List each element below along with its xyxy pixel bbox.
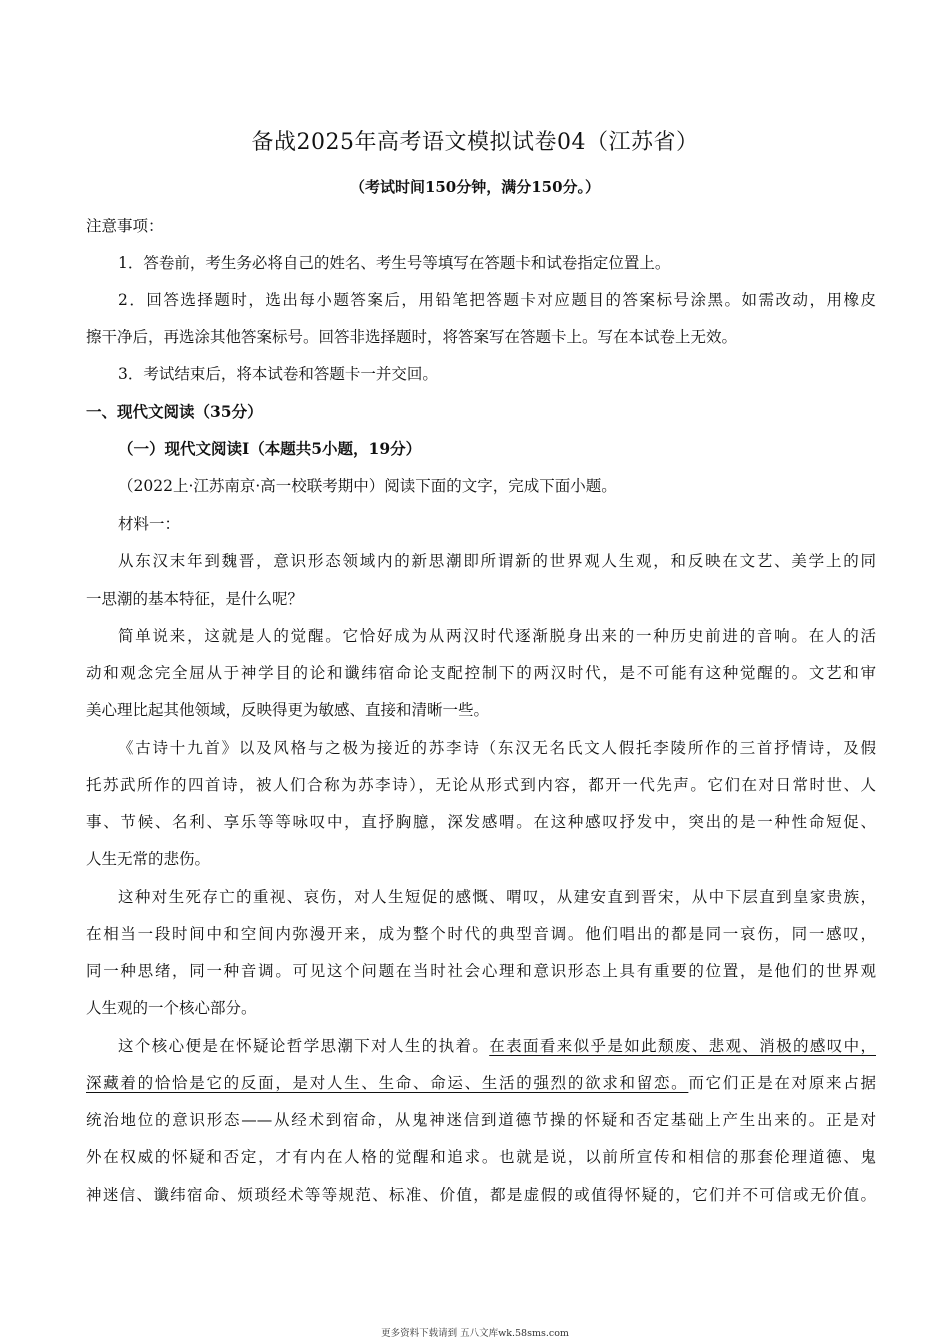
- notice-item: 2．回答选择题时，选出每小题答案后，用铅笔把答题卡对应题目的答案标号涂黑。如需改动，用橡皮: [118, 291, 876, 309]
- notice-item: 3．考试结束后，将本试卷和答题卡一并交回。: [118, 365, 438, 383]
- passage-line: 托苏武所作的四首诗，被人们合称为苏李诗），无论从形式到内容，都开一代先声。它们在对日常时世、人: [86, 776, 876, 794]
- notice-heading: 注意事项：: [86, 217, 164, 235]
- passage-line: [118, 1034, 876, 1056]
- passage-line: 美心理比起其他领域，反映得更为敏感、直接和清晰一些。: [86, 701, 490, 719]
- passage-line: 动和观念完全屈从于神学目的论和谶纬宿命论支配控制下的两汉时代，是不可能有这种觉醒的。文艺和审: [86, 664, 876, 682]
- passage-text: 这个核心便是在怀疑论哲学思潮下对人生的执着。: [118, 1037, 490, 1055]
- source-line: （2022上·江苏南京·高一校联考期中）阅读下面的文字，完成下面小题。: [118, 477, 617, 495]
- underlined-sentence: 深藏着的恰恰是它的反面，是对人生、生命、命运、生活的强烈的欲求和留恋。: [86, 1074, 689, 1092]
- passage-line: 简单说来，这就是人的觉醒。它恰好成为从两汉时代逐渐脱身出来的一种历史前进的音响。在人的活: [118, 627, 876, 645]
- passage-line: 统治地位的意识形态——从经术到宿命，从鬼神迷信到道德节操的怀疑和否定基础上产生出来的。正是对: [86, 1111, 876, 1129]
- footer-note: 更多资料下载请到 五八文库wk.58sms.com: [381, 1328, 569, 1339]
- passage-line: 从东汉末年到魏晋，意识形态领域内的新思潮即所谓新的世界观人生观，和反映在文艺、美学上的同: [118, 552, 876, 570]
- passage-line: 神迷信、谶纬宿命、烦琐经术等等规范、标准、价值，都是虚假的或值得怀疑的，它们并不可信或无价值。: [86, 1186, 876, 1204]
- passage-line: 同一种思绪，同一种音调。可见这个问题在当时社会心理和意识形态上具有重要的位置，是他们的世界观: [86, 962, 876, 980]
- passage-line: 人生无常的悲伤。: [86, 850, 211, 868]
- notice-item: 擦干净后，再选涂其他答案标号。回答非选择题时，将答案写在答题卡上。写在本试卷上无效。: [86, 328, 738, 346]
- passage-line: 一思潮的基本特征，是什么呢？: [86, 590, 304, 608]
- exam-title: 备战2025年高考语文模拟试卷04（江苏省）: [251, 130, 699, 155]
- exam-subtitle: （考试时间150分钟，满分150分。）: [349, 178, 601, 196]
- subsection-heading: （一）现代文阅读Ⅰ（本题共5小题，19分）: [118, 439, 422, 458]
- material-label: 材料一：: [118, 515, 181, 533]
- passage-line: 事、节候、名利、享乐等等咏叹中，直抒胸臆，深发感喟。在这种感叹抒发中，突出的是一种性命短促、: [86, 813, 876, 831]
- passage-text: 而它们正是在对原来占据: [688, 1074, 876, 1092]
- passage-line: 在相当一段时间中和空间内弥漫开来，成为整个时代的典型音调。他们唱出的都是同一哀伤，同一感叹，: [86, 925, 876, 943]
- passage-line: [86, 1071, 876, 1093]
- passage-line: 《古诗十九首》以及风格与之极为接近的苏李诗（东汉无名氏文人假托李陵所作的三首抒情诗，及假: [118, 739, 876, 757]
- section-heading: 一、现代文阅读（35分）: [86, 402, 263, 421]
- passage-line: 外在权威的怀疑和否定，才有内在人格的觉醒和追求。也就是说，以前所宣传和相信的那套伦理道德、鬼: [86, 1148, 876, 1166]
- passage-line: 这种对生死存亡的重视、哀伤，对人生短促的感慨、喟叹，从建安直到晋宋，从中下层直到皇家贵族，: [118, 888, 876, 906]
- passage-line: 人生观的一个核心部分。: [86, 999, 257, 1017]
- underlined-sentence: 在表面看来似乎是如此颓废、悲观、消极的感叹中，: [489, 1037, 876, 1055]
- notice-item: 1．答卷前，考生务必将自己的姓名、考生号等填写在答题卡和试卷指定位置上。: [118, 254, 671, 272]
